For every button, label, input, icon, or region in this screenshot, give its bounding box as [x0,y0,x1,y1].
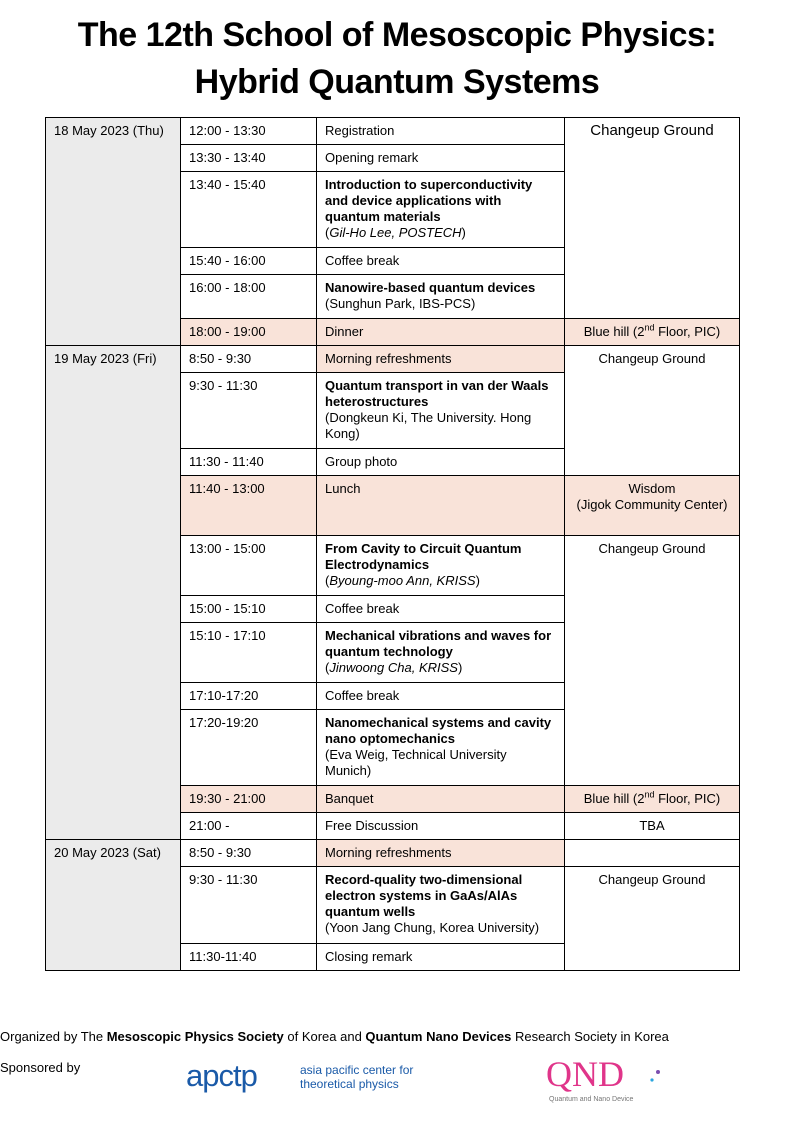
event-cell: Registration [317,118,565,145]
time-cell: 8:50 - 9:30 [181,346,317,373]
qnd-tagline: Quantum and Nano Device [549,1096,634,1103]
table-row [46,346,740,373]
time-cell: 21:00 - [181,813,317,840]
talk-cell: From Cavity to Circuit Quantum Electrodynamics (Byoung-moo Ann, KRISS) [317,536,565,596]
speaker: Byoung-moo Ann, KRISS [329,573,476,588]
talk-title: Introduction to superconductivity and device applications with quantum materials [325,177,533,224]
event-cell: Opening remark [317,145,565,172]
time-cell: 9:30 - 11:30 [181,867,317,944]
time-cell: 15:40 - 16:00 [181,248,317,275]
time-cell: 13:00 - 15:00 [181,536,317,596]
time-cell: 15:00 - 15:10 [181,596,317,623]
speaker: (Dongkeun Ki, The University. Hong Kong) [325,410,532,441]
speaker: Jinwoong Cha, KRISS [329,660,458,675]
speaker: (Sunghun Park, IBS-PCS) [325,296,476,311]
time-cell: 11:40 - 13:00 [181,476,317,536]
apctp-wordmark: apctp [186,1059,257,1093]
time-cell: 11:30-11:40 [181,944,317,971]
talk-cell [317,710,565,786]
day-date: 19 May 2023 (Fri) [46,346,181,840]
time-cell: 16:00 - 18:00 [181,275,317,319]
time-cell: 17:10-17:20 [181,683,317,710]
day-date: 18 May 2023 (Thu) [46,118,181,346]
event-cell: Morning refreshments [317,840,565,867]
talk-cell [317,275,565,319]
time-cell: 18:00 - 19:00 [181,319,317,346]
talk-cell [317,867,565,944]
page-title: The 12th School of Mesoscopic Physics: [77,16,717,54]
talk-cell: Introduction to superconductivity and device applications with quantum materials (Gil-Ho Lee, POSTECH) [317,172,565,248]
table-row [46,118,740,145]
time-cell: 15:10 - 17:10 [181,623,317,683]
qnd-logo [540,1053,670,1105]
venue-cell: Changeup Ground [565,346,740,476]
time-cell: 9:30 - 11:30 [181,373,317,449]
venue-cell: Changeup Ground [565,536,740,786]
organized-by-line: Organized by The Mesoscopic Physics Society of Korea and Quantum Nano Devices Research Society in Korea [0,1029,669,1044]
qnd-wordmark: QND [546,1054,624,1094]
venue-cell: Wisdom (Jigok Community Center) [565,476,740,536]
venue-cell: Blue hill (2nd Floor, PIC) [565,319,740,346]
talk-cell [317,373,565,449]
event-cell: Lunch [317,476,565,536]
table-row [46,840,740,867]
time-cell: 11:30 - 11:40 [181,449,317,476]
event-cell: Group photo [317,449,565,476]
apctp-logo [186,1059,436,1095]
time-cell: 8:50 - 9:30 [181,840,317,867]
talk-title: Nanowire-based quantum devices [325,280,536,295]
venue-cell: Changeup Ground [565,118,740,319]
speaker: Gil-Ho Lee, POSTECH [329,225,462,240]
qnd-dot [656,1070,660,1074]
talk-title: Quantum transport in van der Waals heterostructures [325,378,549,409]
talk-cell: Mechanical vibrations and waves for quantum technology (Jinwoong Cha, KRISS) [317,623,565,683]
venue-cell: Changeup Ground [565,867,740,971]
talk-title: Mechanical vibrations and waves for quantum technology [325,628,552,659]
apctp-text-line2: theoretical physics [300,1077,399,1091]
page-subtitle: Hybrid Quantum Systems [194,63,600,101]
venue-cell: Blue hill (2nd Floor, PIC) [565,786,740,813]
time-cell: 19:30 - 21:00 [181,786,317,813]
event-cell: Coffee break [317,596,565,623]
speaker: (Yoon Jang Chung, Korea University) [325,920,540,935]
apctp-text-line1: asia pacific center for [300,1063,414,1077]
event-cell: Closing remark [317,944,565,971]
talk-title: From Cavity to Circuit Quantum Electrodynamics [325,541,522,572]
society-name: Quantum Nano Devices [365,1029,512,1044]
event-cell: Morning refreshments [317,346,565,373]
time-cell: 13:30 - 13:40 [181,145,317,172]
event-cell: Banquet [317,786,565,813]
event-cell: Coffee break [317,683,565,710]
schedule-table [45,117,740,971]
day-date: 20 May 2023 (Sat) [46,840,181,971]
time-cell: 17:20-19:20 [181,710,317,786]
time-cell: 13:40 - 15:40 [181,172,317,248]
venue-cell: TBA [565,813,740,840]
time-cell: 12:00 - 13:30 [181,118,317,145]
venue-cell-empty [565,840,740,867]
qnd-dot [650,1078,653,1081]
sponsored-by-label: Sponsored by [0,1060,81,1075]
speaker: (Eva Weig, Technical University Munich) [325,747,507,778]
talk-title: Nanomechanical systems and cavity nano optomechanics [325,715,552,746]
talk-title: Record-quality two-dimensional electron systems in GaAs/AlAs quantum wells [325,872,523,919]
society-name: Mesoscopic Physics Society [106,1029,284,1044]
event-cell: Coffee break [317,248,565,275]
event-cell: Dinner [317,319,565,346]
event-cell: Free Discussion [317,813,565,840]
